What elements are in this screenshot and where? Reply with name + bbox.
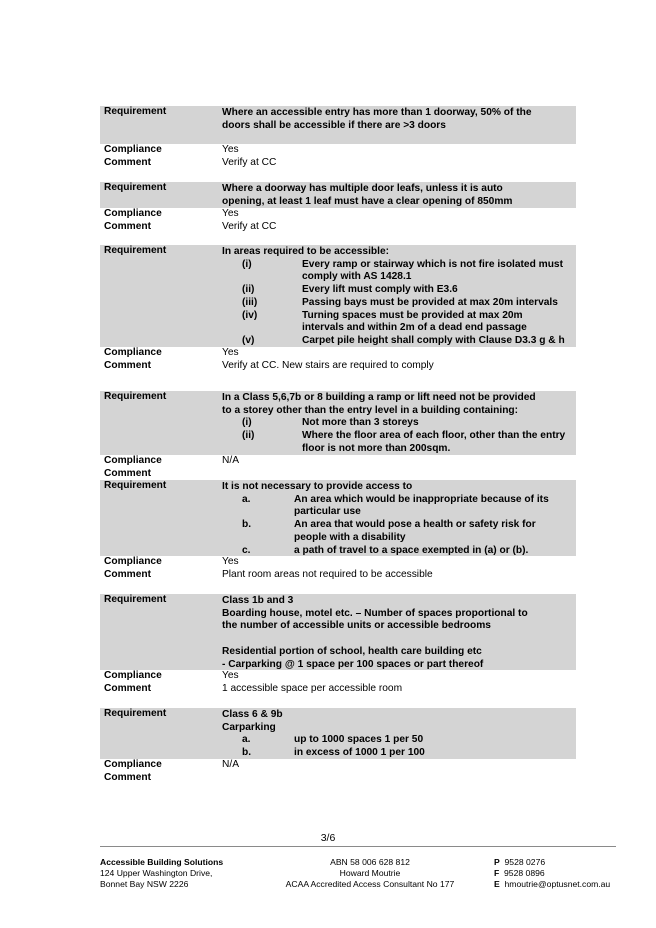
- comment-label: Comment: [104, 220, 151, 232]
- comment-label: Comment: [104, 568, 151, 580]
- comment-label: Comment: [104, 771, 151, 783]
- page-number: 3/6: [320, 832, 336, 844]
- comment-label: Comment: [104, 156, 151, 168]
- requirement-label: Requirement: [104, 182, 167, 193]
- comment-row: [100, 569, 576, 582]
- comment-label: Comment: [104, 682, 151, 694]
- comment-row: [100, 468, 576, 481]
- compliance-row: [100, 455, 576, 468]
- acaa-accreditation: ACAA Accredited Access Consultant No 177: [285, 879, 455, 889]
- abn: ABN 58 006 628 812: [330, 857, 410, 867]
- compliance-row: [100, 208, 576, 221]
- compliance-label: Compliance: [104, 208, 162, 219]
- requirement-block-7: [100, 708, 576, 784]
- requirement-block-4: [100, 391, 576, 480]
- comment-value: [222, 468, 576, 481]
- requirement-row: [100, 245, 576, 347]
- requirement-row: [100, 182, 576, 208]
- compliance-row: [100, 144, 576, 157]
- compliance-label: Compliance: [104, 556, 162, 567]
- comment-value: [222, 772, 576, 785]
- requirement-text: Where a doorway has multiple door leafs, unless it is auto opening, at least 1 leaf must have a clear opening of 850mm: [222, 183, 513, 207]
- requirement-text: Where an accessible entry has more than 1 doorway, 50% of the doors shall be accessible if there are >3 doors: [222, 107, 532, 131]
- compliance-value: Yes: [222, 556, 239, 567]
- comment-value: Plant room areas not required to be accessible: [222, 568, 433, 580]
- requirement-row: [100, 708, 576, 759]
- compliance-label: Compliance: [104, 455, 162, 466]
- requirement-label: Requirement: [104, 106, 167, 117]
- requirement-label: Requirement: [104, 594, 167, 605]
- compliance-value: Yes: [222, 670, 239, 681]
- compliance-value: Yes: [222, 208, 239, 219]
- requirement-row: [100, 106, 576, 144]
- list-item: (iii) Passing bays must be provided at max 20m intervals: [242, 296, 558, 308]
- requirement-text: In areas required to be accessible: (i) Every ramp or stairway which is not fire isolated must comply with AS 1428.1 (ii) Every lift must comply with E3.6 (iii) Passing bays must be provided at max 20m intervals (iv) Turning spaces must be provided at max 20m intervals and within 2m of a dead end passage (v) Carpet pile height shall comply with Clause D3.3 g & h: [222, 245, 576, 347]
- list-item: b. An area that would pose a health or safety risk for people with a disability: [242, 519, 536, 543]
- requirement-label: Requirement: [104, 391, 167, 402]
- compliance-value: N/A: [222, 455, 239, 466]
- comment-row: [100, 157, 576, 170]
- phone: P 9528 0276: [494, 857, 546, 867]
- compliance-row: [100, 759, 576, 772]
- requirement-block-2: [100, 182, 576, 233]
- requirement-text: It is not necessary to provide access to a. An area which would be inappropriate because of its particular use b. An area that would pose a health or safety risk for people with a disability c. a path of travel to a space exempted in (a) or (b).: [222, 480, 576, 556]
- comment-label: Comment: [104, 467, 151, 479]
- requirement-row: [100, 594, 576, 670]
- requirement-text: Class 1b and 3 Boarding house, motel etc. – Number of spaces proportional to the number of accessible units or accessible bedrooms Residential portion of school, health care building etc - Carparking @ 1 space per 100 spaces or part thereof: [222, 595, 528, 670]
- requirement-row: [100, 480, 576, 556]
- comment-row: [100, 772, 576, 785]
- requirement-label: Requirement: [104, 480, 167, 491]
- list-item: a. up to 1000 spaces 1 per 50: [242, 734, 424, 746]
- consultant-name: Howard Moutrie: [339, 868, 401, 878]
- requirement-row: [100, 391, 576, 455]
- requirement-block-5: [100, 480, 576, 581]
- compliance-value: Yes: [222, 144, 239, 155]
- requirement-text: In a Class 5,6,7b or 8 building a ramp or lift need not be provided to a storey other than the entry level in a building containing: (i) Not more than 3 storeys (ii) Where the floor area of each floor, other than the entry floor is not more than 200sqm.: [222, 391, 576, 455]
- footer-divider: [100, 846, 616, 847]
- footer-contact: [494, 857, 624, 890]
- comment-label: Comment: [104, 359, 151, 371]
- list-item: (ii) Every lift must comply with E3.6: [242, 284, 458, 296]
- address-line-2: Bonnet Bay NSW 2226: [100, 879, 189, 889]
- address-line-1: 124 Upper Washington Drive,: [100, 868, 213, 878]
- list-item: b. in excess of 1000 1 per 100: [242, 747, 425, 759]
- footer-company: [100, 857, 223, 890]
- list-item: c. a path of travel to a space exempted in (a) or (b).: [242, 544, 529, 556]
- fax: F 9528 0896: [494, 868, 545, 878]
- compliance-value: Yes: [222, 347, 239, 358]
- compliance-label: Compliance: [104, 144, 162, 155]
- compliance-value: N/A: [222, 759, 239, 770]
- comment-row: [100, 221, 576, 234]
- requirement-block-6: [100, 594, 576, 695]
- email[interactable]: E hmoutrie@optusnet.com.au: [494, 879, 611, 889]
- company-name: Accessible Building Solutions: [100, 857, 224, 867]
- compliance-label: Compliance: [104, 347, 162, 358]
- comment-row: [100, 683, 576, 696]
- footer-credentials: [270, 857, 470, 890]
- list-item: (ii) Where the floor area of each floor, other than the entry floor is not more than 200sqm.: [242, 430, 566, 454]
- requirement-block-3: [100, 245, 576, 372]
- list-item: (v) Carpet pile height shall comply with Clause D3.3 g & h: [242, 334, 565, 346]
- compliance-row: [100, 347, 576, 360]
- list-item: (i) Not more than 3 storeys: [242, 417, 419, 429]
- compliance-label: Compliance: [104, 670, 162, 681]
- requirement-text: Class 6 & 9b Carparking a. up to 1000 spaces 1 per 50 b. in excess of 1000 1 per 100: [222, 708, 576, 759]
- compliance-label: Compliance: [104, 759, 162, 770]
- comment-row: [100, 360, 576, 373]
- comment-value: Verify at CC: [222, 220, 277, 232]
- list-item: a. An area which would be inappropriate because of its particular use: [242, 493, 549, 518]
- comment-value: Verify at CC. New stairs are required to comply: [222, 359, 434, 371]
- comment-value: Verify at CC: [222, 156, 277, 168]
- list-item: (iv) Turning spaces must be provided at max 20m intervals and within 2m of a dead end passage: [242, 309, 527, 334]
- compliance-row: [100, 670, 576, 683]
- list-item: (i) Every ramp or stairway which is not fire isolated must comply with AS 1428.1: [242, 258, 563, 283]
- requirement-block-1: [100, 106, 576, 169]
- compliance-row: [100, 556, 576, 569]
- comment-value: 1 accessible space per accessible room: [222, 682, 403, 694]
- requirement-label: Requirement: [104, 708, 167, 719]
- requirement-label: Requirement: [104, 245, 167, 256]
